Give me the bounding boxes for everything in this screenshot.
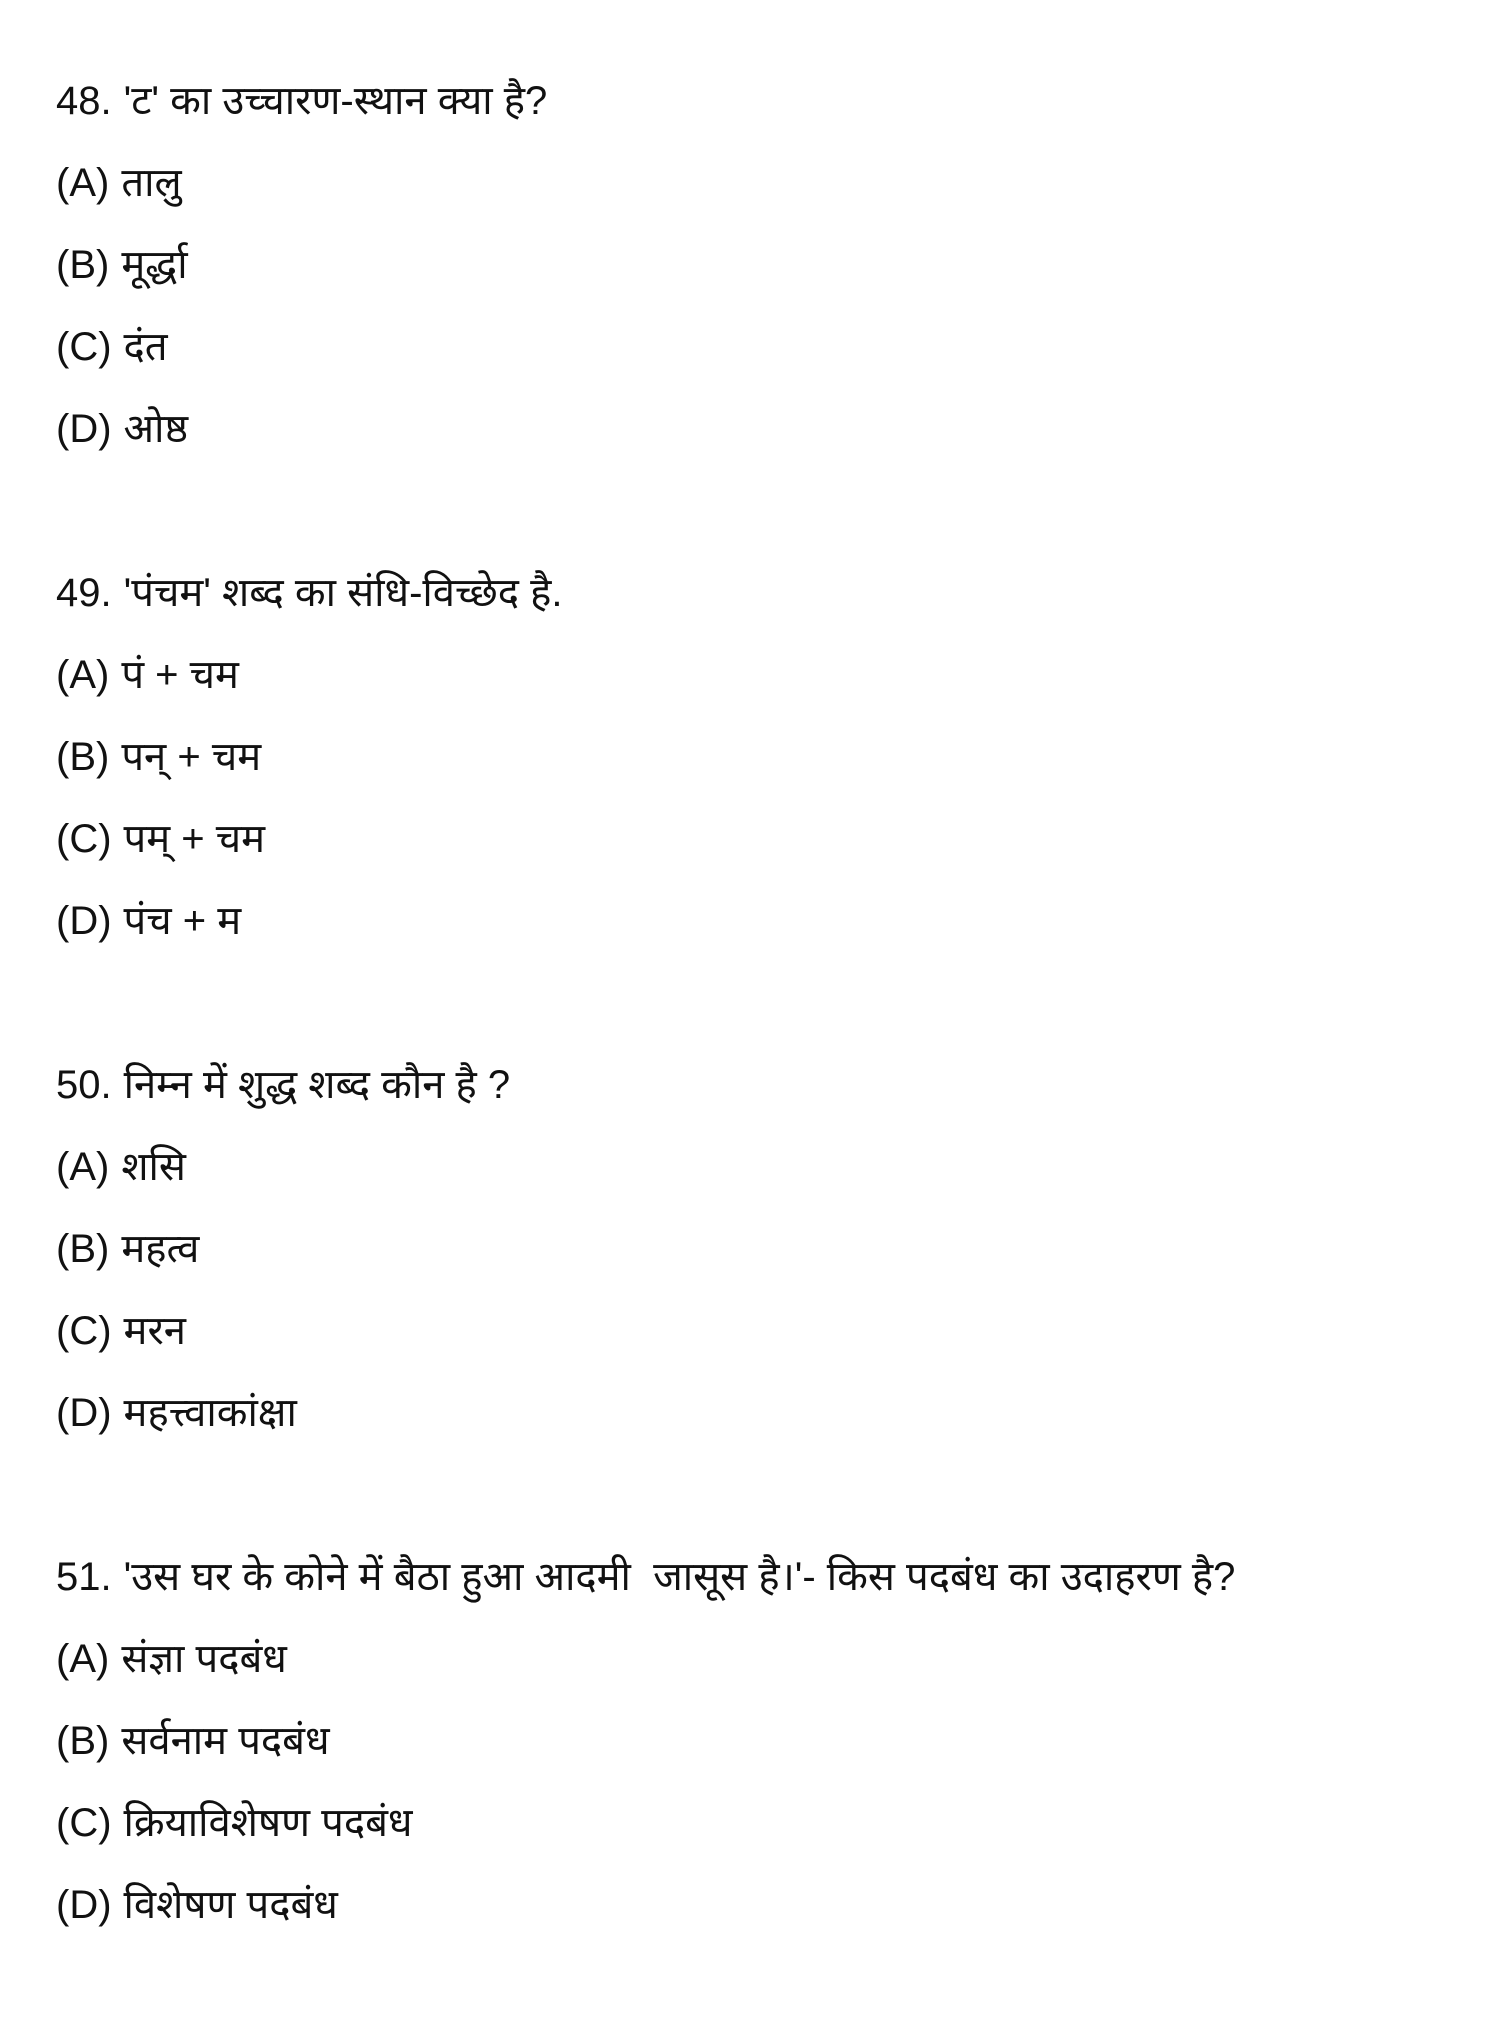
question-block — [56, 60, 1235, 470]
option-text: पन् + चम — [121, 735, 262, 779]
question-number: 50. — [56, 1063, 112, 1107]
option-text: मूर्द्धा — [121, 243, 188, 287]
option-line — [56, 224, 1235, 306]
option-text: विशेषण पदबंध — [123, 1883, 338, 1927]
option-label: (D) — [56, 1391, 112, 1435]
option-text: पम् + चम — [123, 817, 266, 861]
option-text: सर्वनाम पदबंध — [121, 1719, 330, 1763]
option-line — [56, 1782, 1235, 1864]
option-label: (B) — [56, 1719, 110, 1763]
option-label: (C) — [56, 817, 112, 861]
question-block — [56, 552, 1235, 962]
option-text: पं + चम — [121, 653, 239, 697]
question-line — [56, 1044, 1235, 1126]
question-line — [56, 60, 1235, 142]
option-line — [56, 1864, 1235, 1946]
option-text: शसि — [121, 1145, 186, 1189]
option-text: तालु — [121, 161, 182, 205]
option-label: (D) — [56, 899, 112, 943]
option-label: (B) — [56, 735, 110, 779]
option-text: संज्ञा पदबंध — [121, 1637, 287, 1681]
option-text: पंच + म — [123, 899, 242, 943]
option-line — [56, 1618, 1235, 1700]
option-text: महत्व — [121, 1227, 200, 1271]
option-label: (D) — [56, 1883, 112, 1927]
question-text: निम्न में शुद्ध शब्द कौन है ? — [123, 1063, 511, 1107]
option-label: (A) — [56, 1637, 110, 1681]
question-number: 48. — [56, 79, 112, 123]
option-label: (A) — [56, 1145, 110, 1189]
option-line — [56, 716, 1235, 798]
question-line — [56, 1536, 1235, 1618]
option-line — [56, 388, 1235, 470]
option-text: क्रियाविशेषण पदबंध — [123, 1801, 413, 1845]
option-line — [56, 1208, 1235, 1290]
question-text: 'उस घर के कोने में बैठा हुआ आदमी जासूस है।'- किस पदबंध का उदाहरण है? — [123, 1555, 1236, 1599]
option-label: (A) — [56, 653, 110, 697]
option-label: (B) — [56, 1227, 110, 1271]
option-text: महत्त्वाकांक्षा — [123, 1391, 297, 1435]
option-line — [56, 142, 1235, 224]
question-text: 'ट' का उच्चारण-स्थान क्या है? — [123, 79, 548, 123]
option-text: मरन — [123, 1309, 187, 1353]
option-label: (C) — [56, 1309, 112, 1353]
question-number: 51. — [56, 1555, 112, 1599]
question-page — [56, 60, 1235, 2028]
option-line — [56, 1700, 1235, 1782]
option-label: (C) — [56, 1801, 112, 1845]
option-line — [56, 634, 1235, 716]
option-line — [56, 1126, 1235, 1208]
option-label: (C) — [56, 325, 112, 369]
question-text: 'पंचम' शब्द का संधि-विच्छेद है. — [123, 571, 563, 615]
option-line — [56, 798, 1235, 880]
option-text: ओष्ठ — [123, 407, 189, 451]
option-line — [56, 880, 1235, 962]
option-label: (A) — [56, 161, 110, 205]
question-block — [56, 1044, 1235, 1454]
option-line — [56, 306, 1235, 388]
question-line — [56, 552, 1235, 634]
option-label: (D) — [56, 407, 112, 451]
option-line — [56, 1372, 1235, 1454]
option-label: (B) — [56, 243, 110, 287]
option-line — [56, 1290, 1235, 1372]
question-block — [56, 1536, 1235, 1946]
option-text: दंत — [123, 325, 168, 369]
question-number: 49. — [56, 571, 112, 615]
